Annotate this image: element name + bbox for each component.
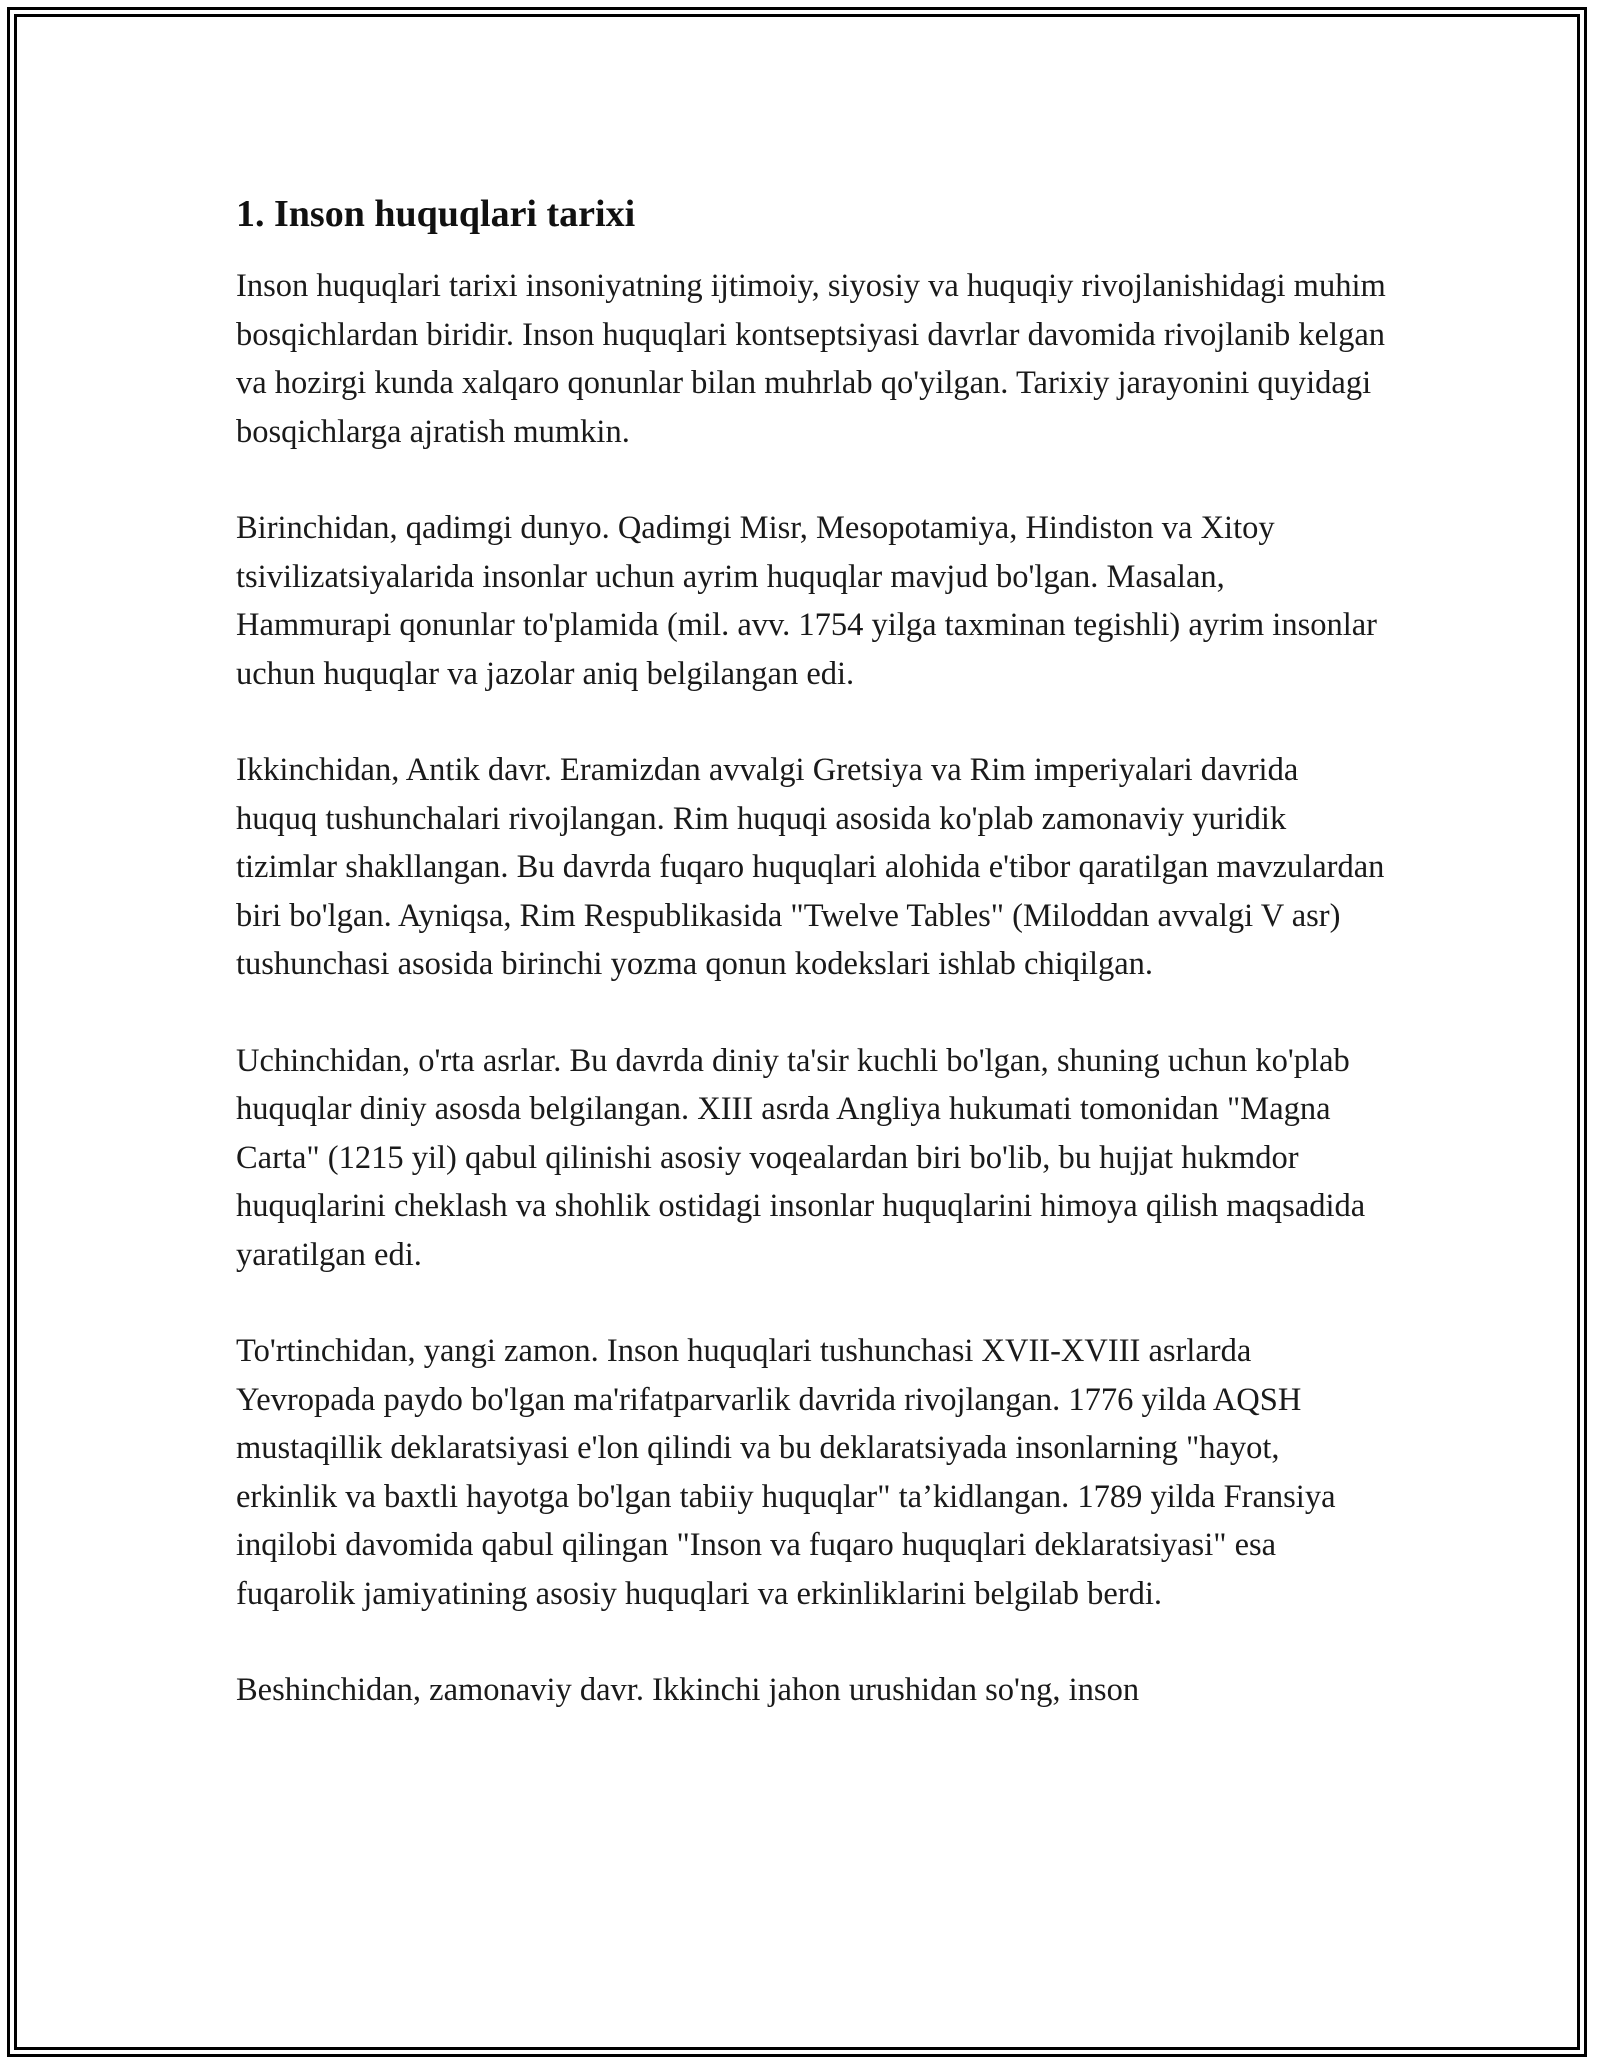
paragraph-middle-ages: Uchinchidan, o'rta asrlar. Bu davrda diniy ta'sir kuchli bo'lgan, shuning uchun ko'plab huquqlar diniy asosda belgilangan. XIII asrda Angliya hukumati tomonidan "Magna Carta" (1215 yil) qabul qilinishi asosiy voqealardan biri bo'lib, bu hujjat hukmdor huquqlarini cheklash va shohlik ostidagi insonlar huquqlarini himoya qilish maqsadida yaratilgan edi. [236,1042,1366,1273]
paragraph-intro: Inson huquqlari tarixi insoniyatning ijtimoiy, siyosiy va huquqiy rivojlanishidagi muhim bosqichlardan biridir. Inson huquqlari kontseptsiyasi davrlar davomida rivojlanib kelgan va hozirgi kunda xalqaro qonunlar bilan muhrlab qo'yilgan. Tarixiy jarayonini quyidagi bosqichlarga ajratish mumkin. [236,268,1386,450]
document-body [236,190,1386,1763]
paragraph-modern-era: To'rtinchidan, yangi zamon. Inson huquqlari tushunchasi XVII-XVIII asrlarda Yevropada paydo bo'lgan ma'rifatparvarlik davrida rivojlangan. 1776 yilda AQSH mustaqillik deklaratsiyasi e'lon qilindi va bu deklaratsiyada insonlarning "hayot, erkinlik va baxtli hayotga bo'lgan tabiiy huquqlar" ta’kidlangan. 1789 yilda Fransiya inqilobi davomida qabul qilingan "Inson va fuqaro huquqlari deklaratsiyasi" esa fuqarolik jamiyatining asosiy huquqlari va erkinliklarini belgilab berdi. [236,1333,1336,1612]
paragraph-ancient-world: Birinchidan, qadimgi dunyo. Qadimgi Misr, Mesopotamiya, Hindiston va Xitoy tsivilizatsiyalarida insonlar uchun ayrim huquqlar mavjud bo'lgan. Masalan, Hammurapi qonunlar to'plamida (mil. avv. 1754 yilga taxminan tegishli) ayrim insonlar uchun huquqlar va jazolar aniq belgilangan edi. [236,510,1378,692]
paragraph-contemporary-era: Beshinchidan, zamonaviy davr. Ikkinchi jahon urushidan so'ng, inson [236,1672,1140,1708]
section-heading: 1. Inson huquqlari tarixi [236,193,636,235]
paragraph-antiquity: Ikkinchidan, Antik davr. Eramizdan avvalgi Gretsiya va Rim imperiyalari davrida huquq tushunchalari rivojlangan. Rim huquqi asosida ko'plab zamonaviy yuridik tizimlar shakllangan. Bu davrda fuqaro huquqlari alohida e'tibor qaratilgan mavzulardan biri bo'lgan. Ayniqsa, Rim Respublikasida "Twelve Tables" (Miloddan avvalgi V asr) tushunchasi asosida birinchi yozma qonun kodekslari ishlab chiqilgan. [236,752,1385,982]
